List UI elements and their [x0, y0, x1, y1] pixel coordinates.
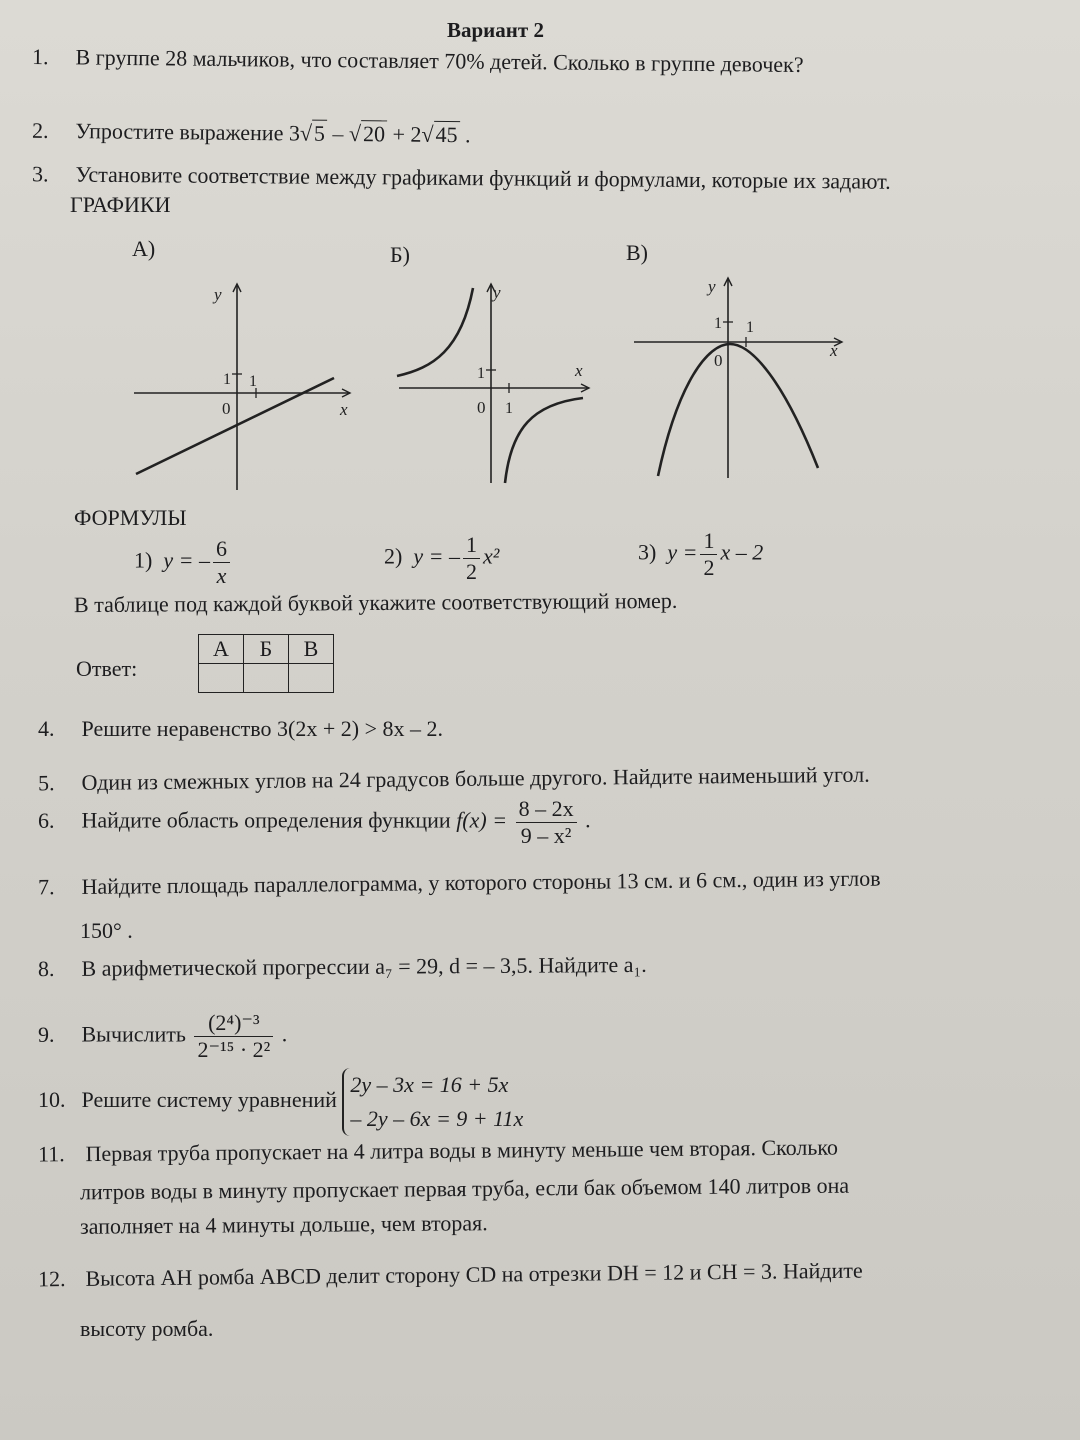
problem-number: 10. [38, 1087, 66, 1113]
x-axis-label: x [340, 400, 348, 419]
problem-4 [38, 716, 443, 742]
problem-text: В арифметической прогрессии a₇ = 29, d = – 3,5. Найдите a₁. [81, 951, 647, 981]
page-title: Вариант 2 [447, 18, 544, 42]
expression: 3√5 – √20 + 2√45 . [288, 120, 471, 148]
problem-number: 4. [38, 716, 55, 741]
problem-text: Решите неравенство [81, 716, 272, 741]
graph-a-line [130, 278, 360, 493]
problem-number: 12. [37, 1266, 66, 1292]
problem-11-line-3: заполняет на 4 минуты дольше, чем вторая. [79, 1210, 488, 1239]
problem-text: В группе 28 мальчиков, что составляет 70% детей. Сколько в группе девочек? [75, 44, 804, 78]
answer-cell-v[interactable] [289, 664, 334, 693]
problem-12 [38, 1258, 863, 1293]
problem-text: Найдите площадь параллелограмма, у которого стороны 13 см. и 6 см., один из углов [81, 865, 881, 899]
problem-10 [38, 1068, 523, 1136]
y-axis-label: y [708, 277, 716, 296]
problem-7-continuation: 150° . [80, 918, 133, 943]
y-unit-label: 1 [223, 371, 231, 388]
problem-text: Найдите область определения функции [81, 807, 451, 833]
answer-label: Ответ: [76, 656, 138, 681]
problem-number: 3. [31, 161, 49, 187]
function-name: f(x) = [456, 807, 508, 833]
problem-11 [38, 1135, 838, 1168]
x-unit-label: 1 [746, 319, 754, 336]
problem-text-line-1: Высота AH ромба ABCD делит сторону CD на отрезки DH = 12 и CH = 3. Найдите [85, 1257, 863, 1291]
problem-number: 6. [38, 807, 55, 833]
problem-12-line-2: высоту ромба. [80, 1316, 214, 1341]
problem-text: Вычислить [81, 1021, 186, 1047]
problem-number: 1. [31, 43, 49, 70]
problem-number: 7. [37, 874, 55, 900]
problem-text: Установите соответствие между графиками функций и формулами, которые их задают. [75, 161, 891, 194]
answer-cell-a[interactable] [199, 664, 244, 693]
problem-1 [32, 44, 804, 78]
problem-5 [38, 762, 870, 797]
problem-11-line-2: литров воды в минуту пропускает первая труба, если бак объемом 140 литров она [79, 1172, 850, 1205]
x-axis-label: x [575, 361, 583, 380]
origin-label: 0 [477, 398, 486, 417]
function-fraction: $\frac{8 - 2x}{\text{9 – x²}}$ [516, 796, 577, 849]
y-unit-label: 1 [477, 365, 485, 382]
instruction-text: В таблице под каждой буквой укажите соответствующий номер. [73, 587, 678, 618]
graphs-heading: ГРАФИКИ [70, 192, 171, 217]
problem-number: 5. [37, 770, 55, 796]
answer-cell-b[interactable] [244, 664, 289, 693]
inequality: 3(2x + 2) > 8x – 2. [277, 716, 443, 741]
problem-text: Упростите выражение [75, 118, 284, 146]
answer-header-v: В [289, 635, 334, 664]
answer-table [198, 634, 334, 693]
problem-3 [32, 161, 891, 194]
problem-6: 6. Найдите область определения функции f(x) = $\frac{8 - 2x}{\text{9 – x²}}$ . [38, 796, 591, 848]
graph-label-v: В) [626, 240, 648, 265]
problem-number: 2. [31, 117, 49, 143]
formula-3: 3) y = $\frac{1}{2}$ x – 2 [638, 528, 764, 580]
x-unit-label: 1 [249, 373, 257, 390]
problem-7 [38, 866, 881, 901]
y-unit-label: 1 [714, 315, 722, 332]
formula-1: 1) y = – $\frac{6}{x}$ [134, 536, 233, 589]
y-axis-label: y [493, 283, 501, 302]
graph-b-hyperbola [393, 278, 603, 493]
origin-label: 0 [714, 351, 723, 370]
formulas-heading: ФОРМУЛЫ [74, 505, 187, 530]
problem-number: 8. [37, 956, 55, 982]
problem-2 [32, 118, 471, 149]
problem-number: 11. [37, 1141, 65, 1167]
formula-2: 2) y = – $\frac{1}{2}$ x² [384, 532, 500, 584]
graph-v-parabola [630, 272, 850, 482]
problem-text: Решите систему уравнений [81, 1087, 337, 1113]
origin-label: 0 [222, 399, 231, 418]
problem-text: Один из смежных углов на 24 градусов больше другого. Найдите наименьший угол. [81, 761, 870, 795]
x-axis-label: x [830, 341, 838, 360]
equation-system: 2y – 3x = 16 + 5x – 2y – 6x = 9 + 11x [342, 1068, 523, 1136]
graph-label-a: А) [132, 236, 156, 261]
problem-8 [38, 952, 647, 982]
power-fraction: $\frac{\text{(2⁴)⁻³}}{\text{2⁻¹⁵ · 2²}}$ [194, 1010, 273, 1063]
x-unit-label: 1 [505, 400, 513, 417]
answer-header-a: А [199, 635, 244, 664]
problem-number: 9. [38, 1021, 55, 1047]
y-axis-label: y [214, 285, 222, 304]
answer-header-b: Б [244, 635, 289, 664]
problem-9: 9. Вычислить $\frac{\text{(2⁴)⁻³}}{\text{2⁻¹⁵ · 2²}}$ . [38, 1010, 288, 1062]
graph-label-b: Б) [390, 242, 410, 267]
problem-text-line-1: Первая труба пропускает на 4 литра воды в минуту меньше чем вторая. Сколько [85, 1134, 839, 1167]
